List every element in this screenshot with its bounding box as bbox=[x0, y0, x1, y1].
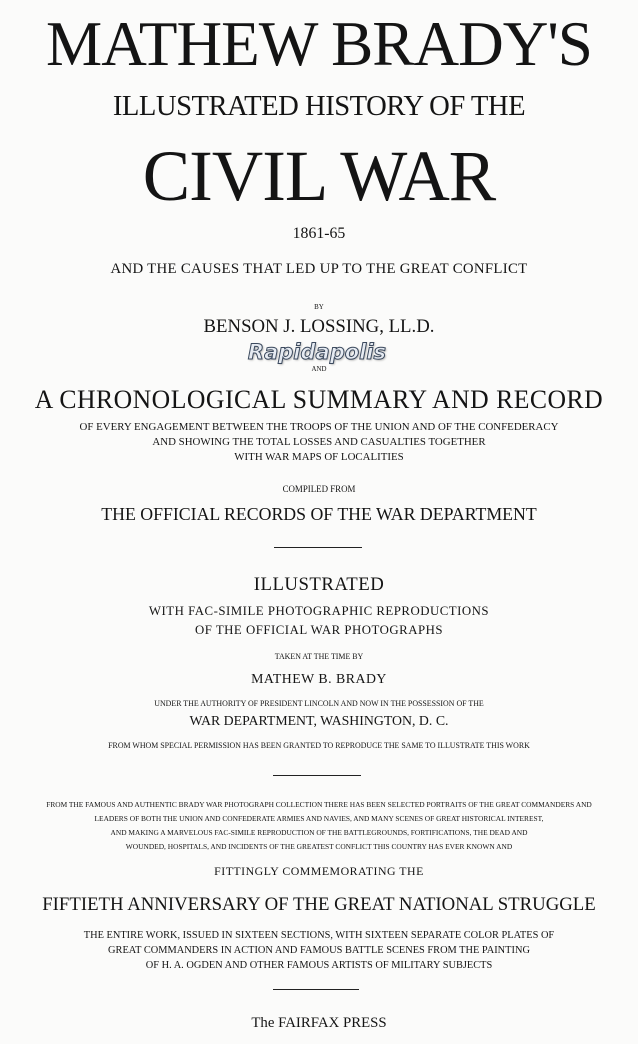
illustrated-heading: ILLUSTRATED bbox=[253, 574, 385, 595]
sections-line-3: OF H. A. OGDEN AND OTHER FAMOUS ARTISTS OF MILITARY SUBJECTS bbox=[145, 960, 493, 971]
by-label: BY bbox=[314, 303, 324, 311]
publisher: The FAIRFAX PRESS bbox=[251, 1015, 387, 1031]
collection-line-1: FROM THE FAMOUS AND AUTHENTIC BRADY WAR PHOTOGRAPH COLLECTION THERE HAS BEEN SELECTED PORTRAITS OF THE GREAT COMMANDERS AND bbox=[46, 800, 592, 809]
summary-line-3: WITH WAR MAPS OF LOCALITIES bbox=[234, 451, 404, 463]
illustrated-line-2: OF THE OFFICIAL WAR PHOTOGRAPHS bbox=[194, 622, 444, 637]
compiled-from: COMPILED FROM bbox=[282, 484, 356, 494]
anniversary-heading: FIFTIETH ANNIVERSARY OF THE GREAT NATIONAL STRUGGLE bbox=[42, 894, 596, 915]
sections-line-1: THE ENTIRE WORK, ISSUED IN SIXTEEN SECTIONS, WITH SIXTEEN SEPARATE COLOR PLATES OF bbox=[83, 930, 555, 941]
sections-line-2: GREAT COMMANDERS IN ACTION AND FAMOUS BATTLE SCENES FROM THE PAINTING bbox=[108, 945, 530, 956]
summary-line-1: OF EVERY ENGAGEMENT BETWEEN THE TROOPS OF THE UNION AND OF THE CONFEDERACY bbox=[79, 421, 559, 433]
title-line-3: CIVIL WAR bbox=[142, 136, 496, 216]
fittingly-line: FITTINGLY COMMEMORATING THE bbox=[214, 864, 424, 878]
official-records: THE OFFICIAL RECORDS OF THE WAR DEPARTMENT bbox=[101, 504, 537, 524]
title-line-1: MATHEW BRADY'S bbox=[46, 8, 592, 79]
watermark-logo: Rapidapolis bbox=[247, 340, 387, 364]
divider-2 bbox=[273, 775, 361, 776]
photographer-name: MATHEW B. BRADY bbox=[251, 672, 387, 687]
years: 1861-65 bbox=[292, 225, 346, 242]
title-line-2: ILLUSTRATED HISTORY OF THE bbox=[112, 90, 526, 122]
divider-3 bbox=[273, 989, 359, 990]
summary-line-2: AND SHOWING THE TOTAL LOSSES AND CASUALTIES TOGETHER bbox=[152, 436, 486, 448]
divider-1 bbox=[274, 547, 362, 548]
taken-by: TAKEN AT THE TIME BY bbox=[274, 652, 364, 661]
author-name: BENSON J. LOSSING, LL.D. bbox=[203, 316, 435, 337]
war-department: WAR DEPARTMENT, WASHINGTON, D. C. bbox=[189, 714, 449, 729]
authority-line: UNDER THE AUTHORITY OF PRESIDENT LINCOLN AND NOW IN THE POSSESSION OF THE bbox=[154, 699, 484, 708]
and-label: AND bbox=[311, 365, 327, 373]
collection-line-2: LEADERS OF BOTH THE UNION AND CONFEDERATE ARMIES AND NAVIES, AND MANY SCENES OF GREAT HISTORICAL INTEREST, bbox=[94, 814, 544, 823]
causes-line: AND THE CAUSES THAT LED UP TO THE GREAT CONFLICT bbox=[110, 261, 528, 277]
permission-line: FROM WHOM SPECIAL PERMISSION HAS BEEN GRANTED TO REPRODUCE THE SAME TO ILLUSTRATE THIS WORK bbox=[108, 741, 530, 750]
illustrated-line-1: WITH FAC-SIMILE PHOTOGRAPHIC REPRODUCTIONS bbox=[148, 603, 490, 618]
collection-line-4: WOUNDED, HOSPITALS, AND INCIDENTS OF THE GREATEST CONFLICT THIS COUNTRY HAS EVER KNOWN AND bbox=[125, 842, 513, 851]
collection-line-3: AND MAKING A MARVELOUS FAC-SIMILE REPRODUCTION OF THE BATTLEGROUNDS, FORTIFICATIONS, THE DEAD AND bbox=[110, 828, 528, 837]
summary-heading: A CHRONOLOGICAL SUMMARY AND RECORD bbox=[34, 385, 604, 414]
